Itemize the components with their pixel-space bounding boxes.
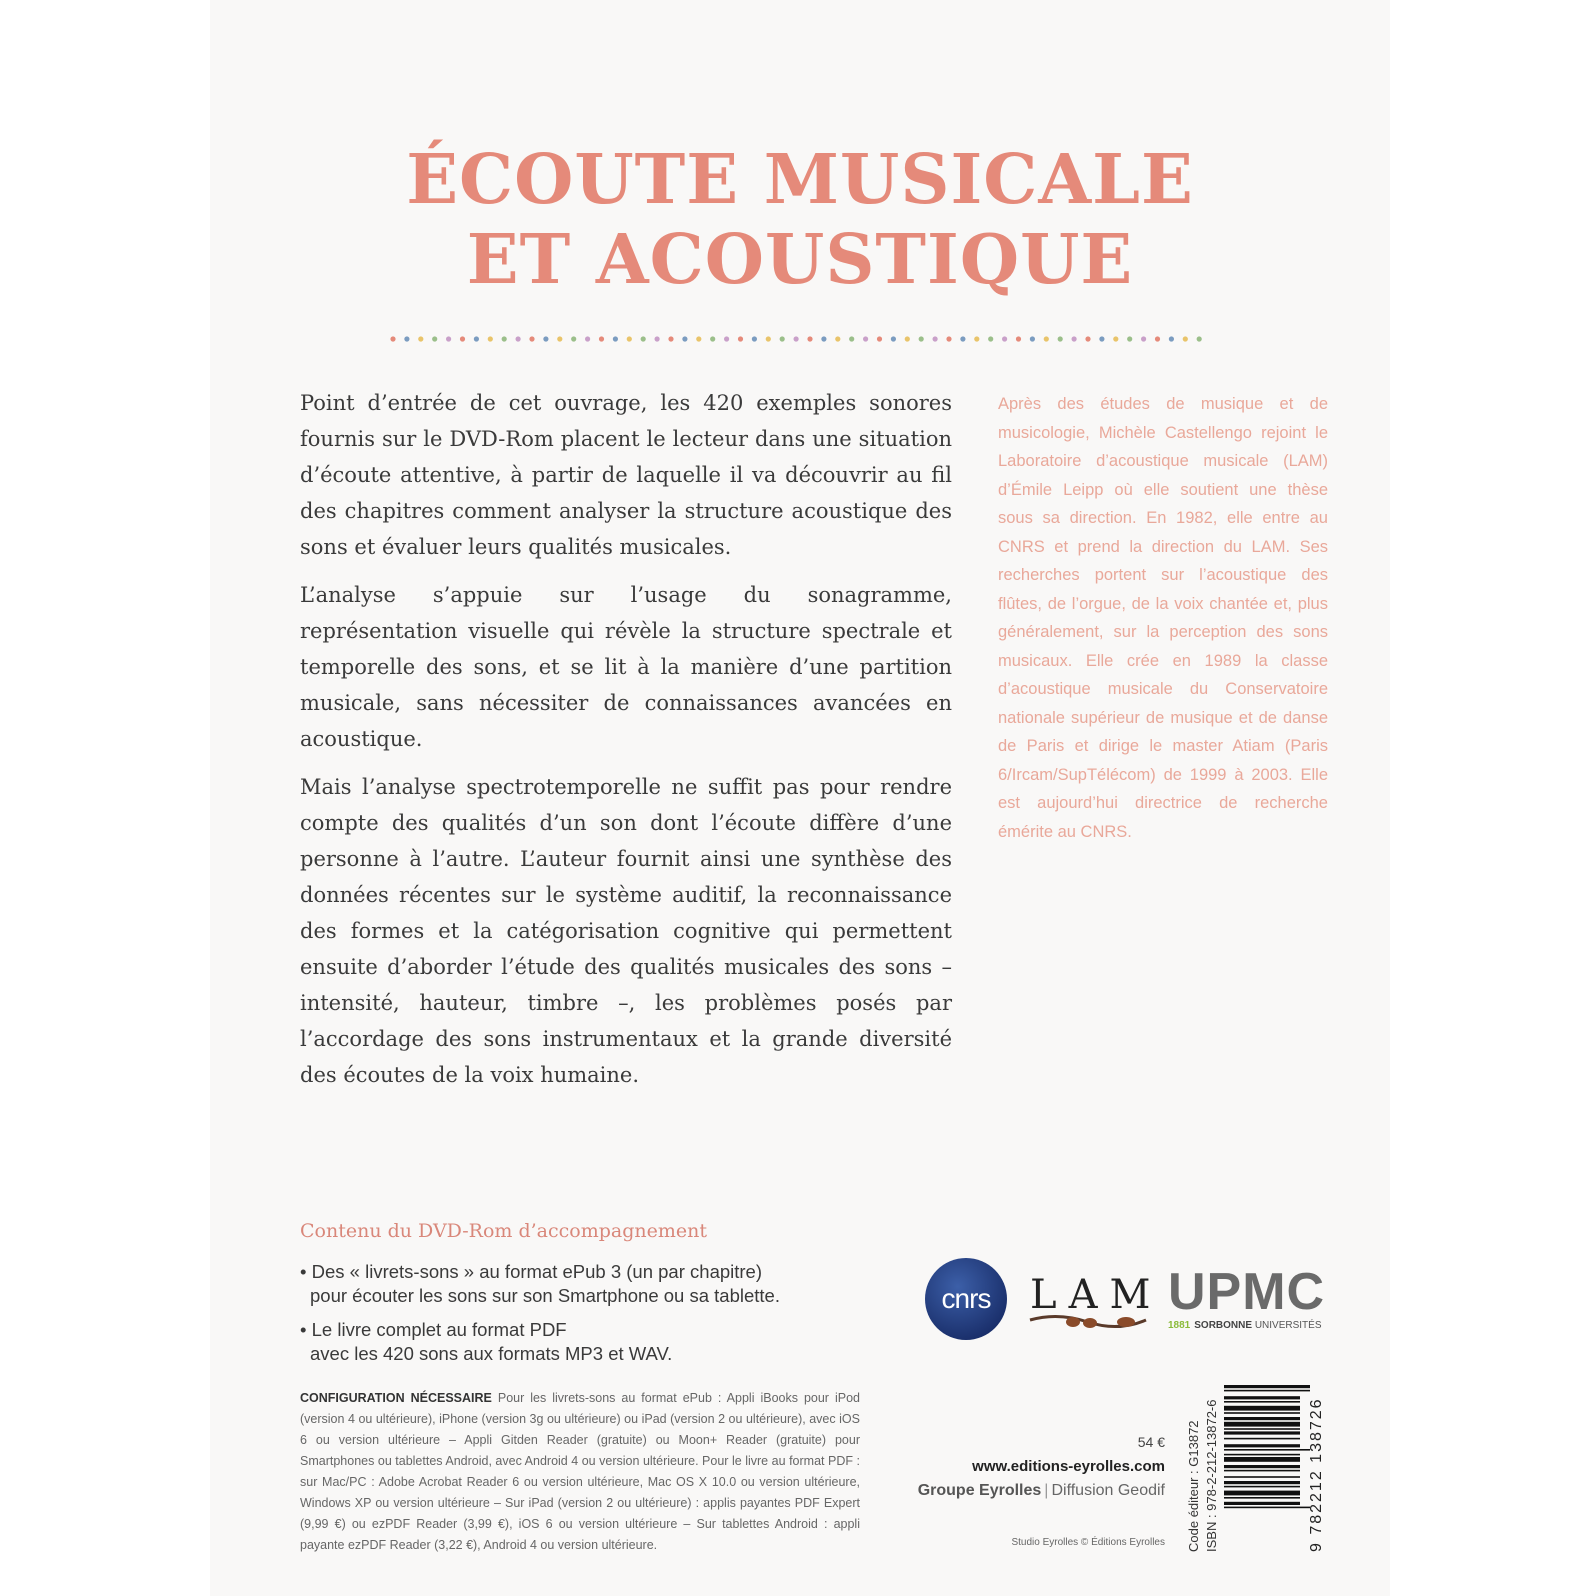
divider-dot xyxy=(766,336,771,341)
barcode-bar xyxy=(1224,1497,1300,1499)
divider-dot xyxy=(474,336,479,341)
divider-dot xyxy=(404,336,409,341)
divider-dot xyxy=(418,336,423,341)
barcode-bar xyxy=(1224,1465,1300,1468)
barcode-bar xyxy=(1224,1396,1300,1399)
barcode xyxy=(1224,1385,1310,1545)
summary-text xyxy=(300,385,952,1105)
title-line-2: ET ACOUSTIQUE xyxy=(466,220,1134,300)
barcode-bar xyxy=(1224,1422,1300,1427)
barcode-bar xyxy=(1224,1491,1300,1496)
publisher-line xyxy=(880,1482,1165,1500)
barcode-bar xyxy=(1224,1438,1300,1440)
divider-dot xyxy=(627,336,632,341)
barcode-bar xyxy=(1224,1486,1300,1488)
divider-dot xyxy=(1155,336,1160,341)
requirements-text: Pour les livrets-sons au format ePub : Appli iBooks pour iPod (version 4 ou ultérieure), iPhone (version 3g ou ultérieure) ou iPad (version 2 ou ultérieure), avec iOS 6 ou version ultérieure – Appli Gitden Reader (gratuite) ou Moon+ Reader (gratuite) pour Smartphones ou tablettes Android, avec Android 4 ou version ultérieure. Pour le livre au format PDF : sur Mac/PC : Adobe Acrobat Reader 6 ou version ultérieure, Mac OS X 10.0 ou version ultérieure, Windows XP ou version ultérieure – Sur iPad (version 2 ou ultérieure) : applis payantes PDF Expert (9,99 €) ou ezPDF Reader (3,99 €), iOS 6 ou version ultérieure – Sur tablettes Android : appli payante ezPDF Reader (3,22 €), Android 4 ou version ultérieure. xyxy=(300,1391,860,1552)
divider-dot xyxy=(905,336,910,341)
divider-dot xyxy=(724,336,729,341)
list-item xyxy=(300,1260,860,1308)
divider-dot xyxy=(835,336,840,341)
divider-dot xyxy=(655,336,660,341)
divider-dot xyxy=(1197,336,1202,341)
upmc-sub-bold: SORBONNE xyxy=(1194,1320,1253,1331)
divider-dot xyxy=(1183,336,1188,341)
dvd-item-1-line-1: • Des « livrets-sons » au format ePub 3 (un par chapitre) xyxy=(300,1261,762,1282)
divider-dot xyxy=(696,336,701,341)
divider-dot xyxy=(1030,336,1035,341)
divider-dot xyxy=(877,336,882,341)
divider-dot xyxy=(599,336,604,341)
divider-dot xyxy=(1169,336,1174,341)
publisher-separator: | xyxy=(1044,1482,1049,1499)
divider-dot xyxy=(390,336,395,341)
barcode-bar xyxy=(1224,1406,1300,1411)
divider-dot xyxy=(1085,336,1090,341)
divider-dot xyxy=(752,336,757,341)
summary-paragraph-2: L’analyse s’appuie sur l’usage du sonagramme, représentation visuelle qui révèle la structure spectrale et temporelle des sons, et se lit à la manière d’une partition musicale, sans nécessiter de connaissances avancées en acoustique. xyxy=(300,583,952,751)
barcode-bar xyxy=(1224,1454,1300,1456)
editor-code: Code éditeur : G13872 xyxy=(1186,1420,1201,1552)
divider-dot xyxy=(1016,336,1021,341)
divider-dot xyxy=(613,336,618,341)
divider-dot xyxy=(571,336,576,341)
dvd-contents-list xyxy=(300,1260,860,1376)
divider-dot xyxy=(543,336,548,341)
cnrs-logo-text: cnrs xyxy=(941,1283,991,1314)
barcode-bar xyxy=(1224,1507,1310,1509)
divider-dot xyxy=(1058,336,1063,341)
divider-dot xyxy=(988,336,993,341)
isbn: ISBN : 978-2-212-13872-6 xyxy=(1204,1399,1219,1552)
upmc-year: 1881 xyxy=(1168,1320,1191,1331)
dvd-item-1-line-2: pour écouter les sons sur son Smartphone ou sa tablette. xyxy=(310,1285,780,1306)
barcode-bar xyxy=(1224,1401,1300,1403)
author-bio: Après des études de musique et de musicologie, Michèle Castellengo rejoint le Laboratoire d’acoustique musicale (LAM) d’Émile Leipp où elle soutient une thèse sous sa direction. En 1982, elle entre au CNRS et prend la direction du LAM. Ses recherches portent sur l’acoustique des flûtes, de l’orgue, de la voix chantée et, plus généralement, sur la perception des sons musicaux. Elle crée en 1989 la classe d’acoustique musicale du Conservatoire nationale supérieur de musique et de danse de Paris et dirige le master Atiam (Paris 6/Ircam/SupTélécom) de 1999 à 2003. Elle est aujourd’hui directrice de recherche émérite au CNRS. xyxy=(998,395,1328,841)
divider-dot xyxy=(933,336,938,341)
divider-dot xyxy=(807,336,812,341)
divider-dot xyxy=(974,336,979,341)
upmc-logo: UPMC xyxy=(1168,1263,1326,1321)
dvd-item-2-line-2: avec les 420 sons aux formats MP3 et WAV. xyxy=(310,1343,673,1364)
barcode-bar xyxy=(1224,1431,1300,1434)
lam-logo-text: LAM xyxy=(1030,1272,1163,1318)
divider-dot xyxy=(1072,336,1077,341)
dvd-contents-heading: Contenu du DVD-Rom d’accompagnement xyxy=(300,1220,708,1242)
publisher-website: www.editions-eyrolles.com xyxy=(972,1458,1165,1475)
design-credit: Studio Eyrolles © Éditions Eyrolles xyxy=(1011,1537,1165,1548)
divider-dot xyxy=(1002,336,1007,341)
divider-dot xyxy=(946,336,951,341)
barcode-bar xyxy=(1224,1390,1310,1392)
dvd-item-2-line-1: • Le livre complet au format PDF xyxy=(300,1319,567,1340)
divider-dot xyxy=(585,336,590,341)
divider-dot xyxy=(780,336,785,341)
list-item xyxy=(300,1318,860,1366)
barcode-bar xyxy=(1224,1502,1300,1505)
divider-dot xyxy=(821,336,826,341)
divider-dot xyxy=(557,336,562,341)
divider-dot xyxy=(1113,336,1118,341)
divider-dot xyxy=(502,336,507,341)
cnrs-logo xyxy=(925,1258,1007,1340)
divider-dot xyxy=(919,336,924,341)
book-title xyxy=(210,140,1390,300)
divider-dot xyxy=(710,336,715,341)
barcode-bar xyxy=(1224,1470,1300,1472)
divider-dot xyxy=(641,336,646,341)
divider-dot xyxy=(794,336,799,341)
barcode-bar xyxy=(1224,1457,1300,1462)
upmc-subtitle xyxy=(1168,1320,1322,1331)
publisher-name: Groupe Eyrolles xyxy=(917,1482,1042,1499)
divider-dot xyxy=(738,336,743,341)
divider-dot xyxy=(682,336,687,341)
barcode-bar xyxy=(1224,1476,1300,1478)
divider-dot xyxy=(1141,336,1146,341)
price: 54 € xyxy=(1137,1434,1165,1450)
divider-dot xyxy=(516,336,521,341)
distributor-name: Diffusion Geodif xyxy=(1051,1482,1165,1499)
summary-paragraph-3: Mais l’analyse spectrotemporelle ne suffit pas pour rendre compte des qualités d’un son dont l’écoute diffère d’une personne à l’autre. L’auteur fournit ainsi une synthèse des données récentes sur le système auditif, la reconnaissance des formes et la catégorisation cognitive qui permettent ensuite d’aborder l’étude des qualités musicales des sons – intensité, hauteur, timbre –, les problèmes posés par l’accordage des sons instrumentaux et la grande diversité des écoutes de la voix humaine. xyxy=(300,775,952,1087)
divider-dot xyxy=(432,336,437,341)
divider-dot xyxy=(1127,336,1132,341)
barcode-bar xyxy=(1224,1417,1300,1420)
barcode-bar xyxy=(1224,1385,1310,1388)
divider-dot xyxy=(1099,336,1104,341)
barcode-bar xyxy=(1224,1428,1300,1430)
divider-dot xyxy=(446,336,451,341)
divider-dot xyxy=(891,336,896,341)
barcode-bar xyxy=(1224,1444,1300,1447)
requirements-label: CONFIGURATION NÉCESSAIRE xyxy=(300,1391,492,1405)
system-requirements xyxy=(300,1388,860,1556)
barcode-bar xyxy=(1224,1481,1300,1484)
summary-paragraph-1: Point d’entrée de cet ouvrage, les 420 exemples sonores fournis sur le DVD-Rom placent le lecteur dans une situation d’écoute attentive, à partir de laquelle il va découvrir au fil des chapitres comment analyser la structure acoustique des sons et évaluer leurs qualités musicales. xyxy=(300,391,952,559)
divider-dot xyxy=(1044,336,1049,341)
divider-dot xyxy=(460,336,465,341)
title-line-1: ÉCOUTE MUSICALE xyxy=(406,140,1194,220)
barcode-digits: 9 782212 138726 xyxy=(1308,1397,1325,1552)
barcode-bar xyxy=(1224,1412,1300,1414)
divider-dot xyxy=(668,336,673,341)
divider-dot xyxy=(960,336,965,341)
barcode-bar xyxy=(1224,1449,1310,1451)
divider-dot xyxy=(529,336,534,341)
divider-dot xyxy=(863,336,868,341)
divider-dot xyxy=(488,336,493,341)
upmc-sub-text: UNIVERSITÉS xyxy=(1254,1320,1322,1331)
book-codes xyxy=(1185,1382,1221,1552)
dotted-divider xyxy=(390,336,1210,342)
divider-dot xyxy=(849,336,854,341)
